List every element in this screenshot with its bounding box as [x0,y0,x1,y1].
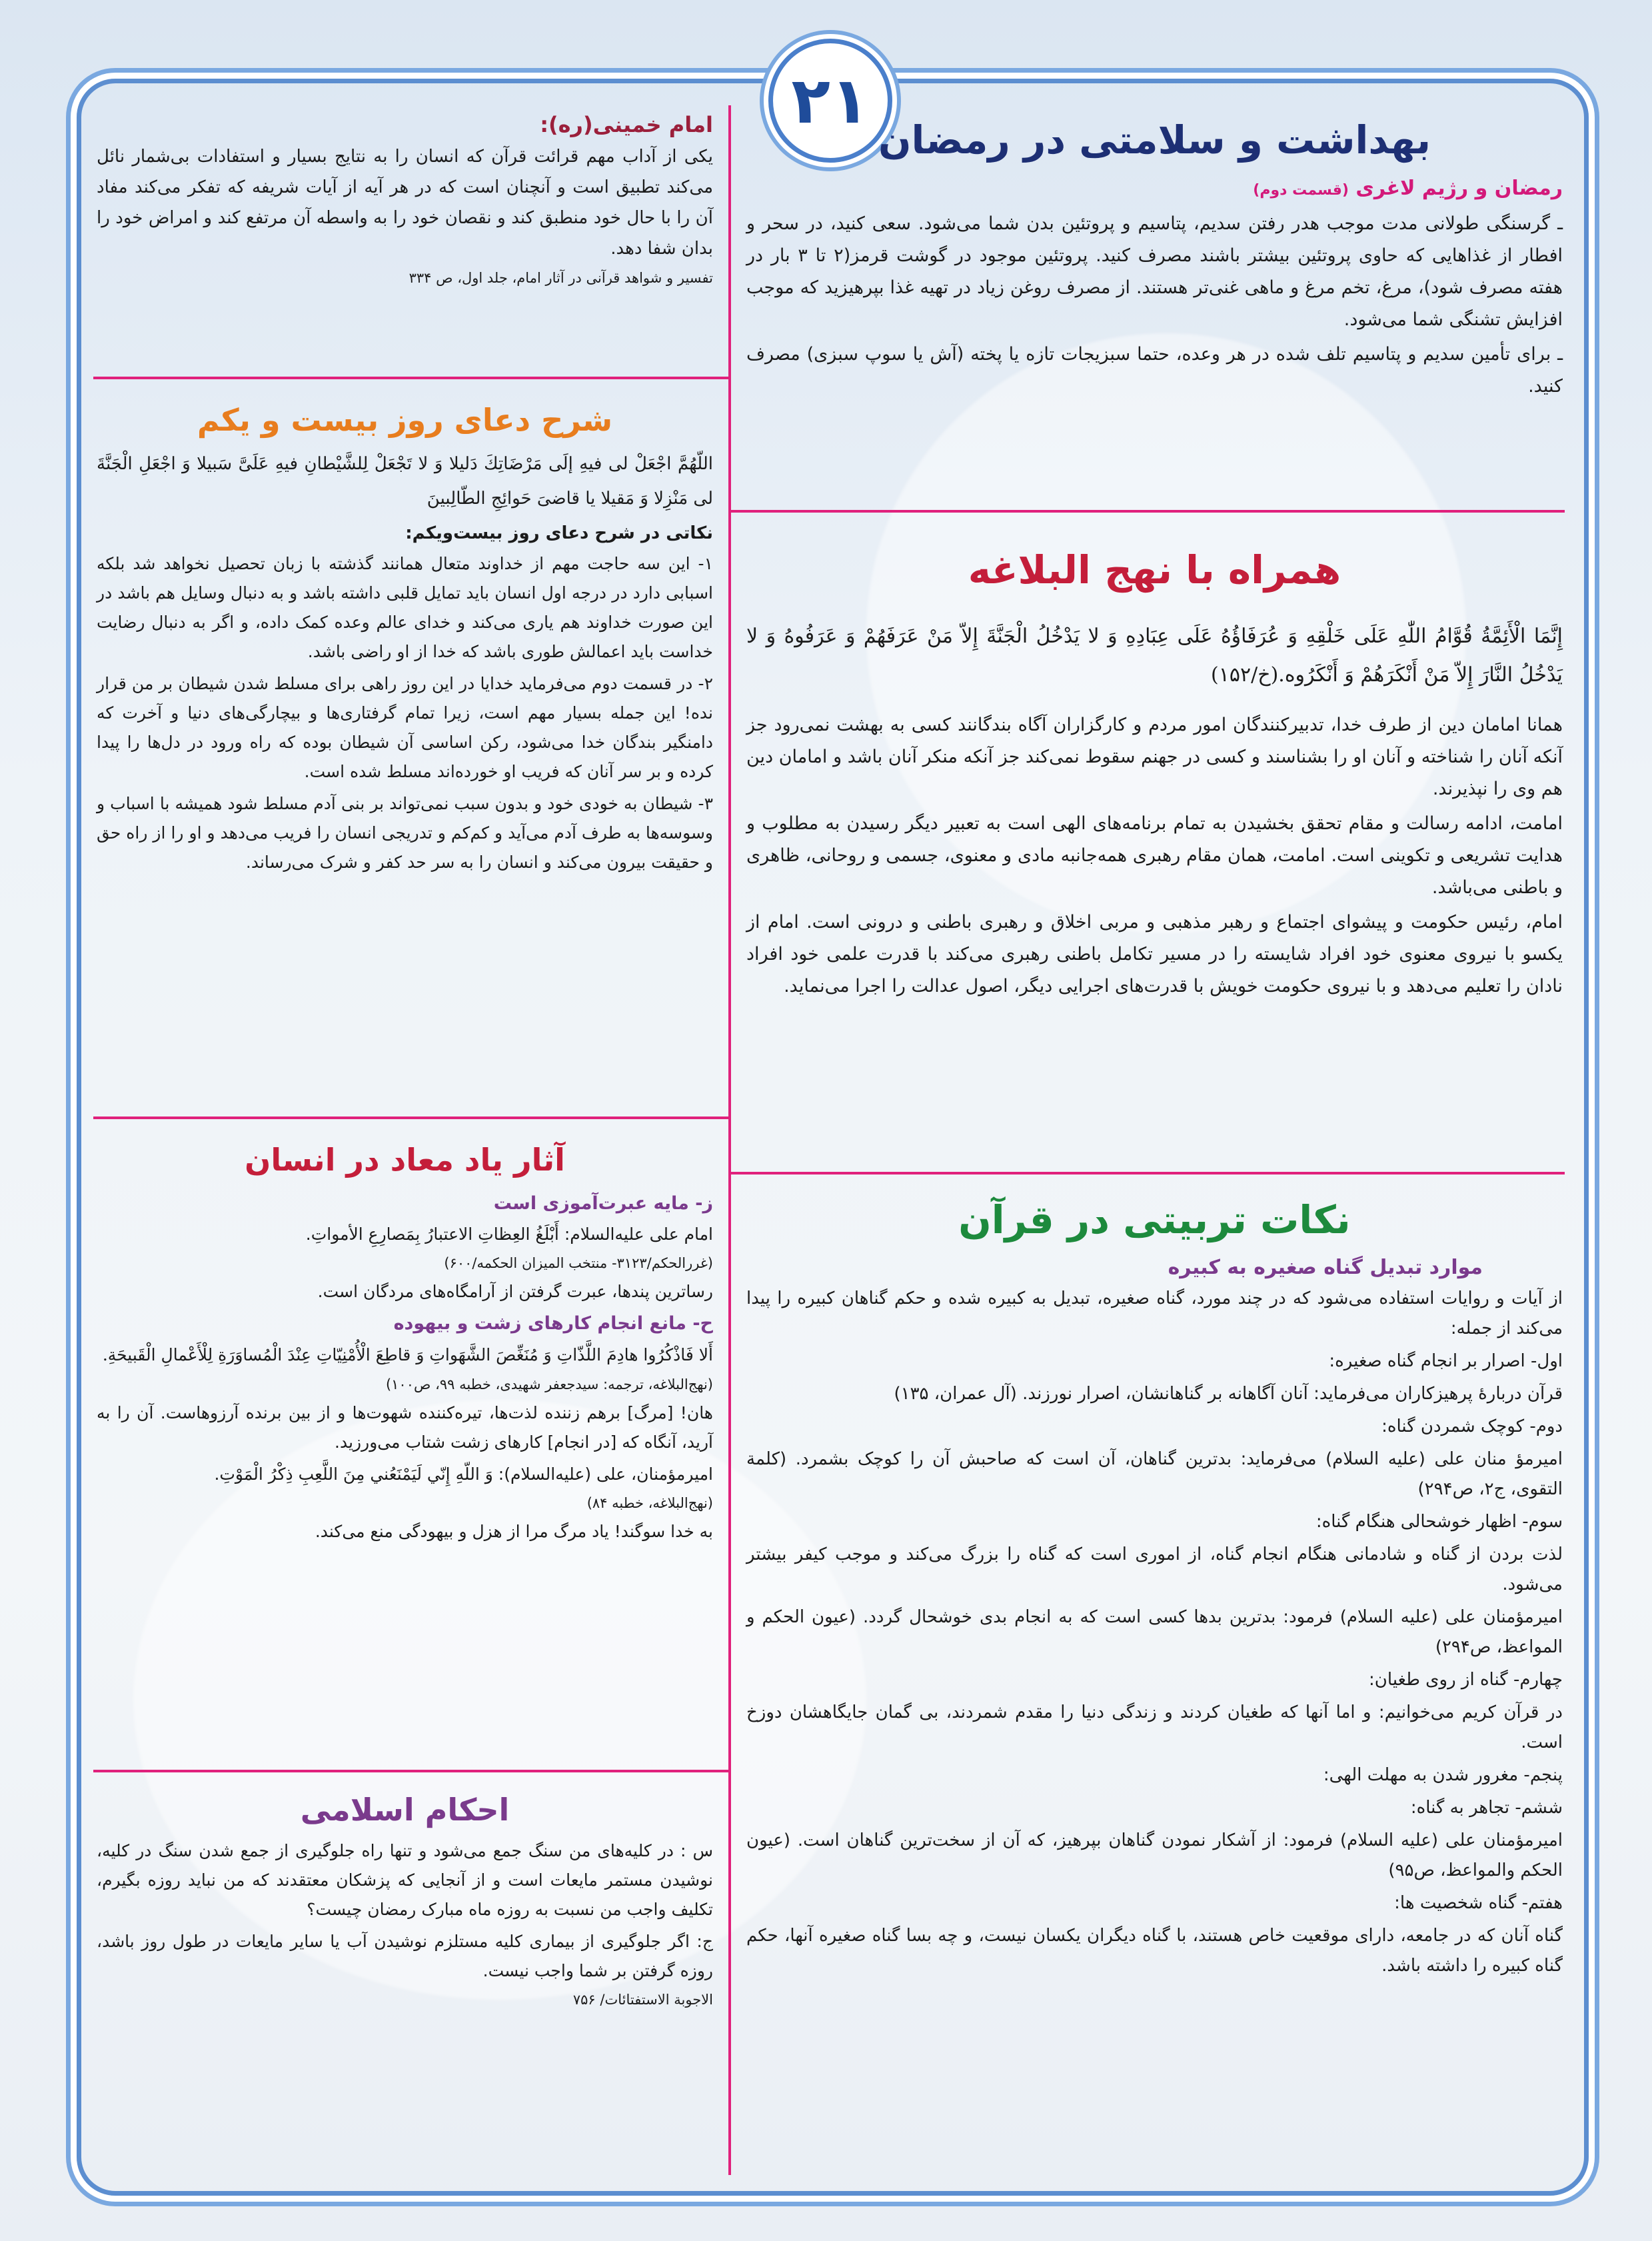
section-divider [728,510,1565,513]
paragraph: هان! [مرگ] برهم زننده لذت‌ها، تیره‌کننده شهوت‌ها و از بین برنده آرزوهاست. آن را به آرید، آنگاه که [در انجام] کارهای زشت شتاب می‌ورزید. [97,1403,713,1452]
paragraph: همانا امامان دین از طرف خدا، تدبیرکنندگان امور مردم و کارگزاران آگاه بندگانند کسی به بهشت نمی‌رود جز آنکه آنان را شناخته و آنان او را بشناسند و کسی در جهنم سقوط نمی‌کند جز آنکه منکر آنان باشد و امامان دین هم وی را نپذیرند. [746,715,1563,799]
page-number: ۲۱ [791,63,870,138]
source-citation: (نهج‌البلاغه، ترجمه: سیدجعفر شهیدی، خطبه ۹۹، ص۱۰۰) [385,1376,713,1392]
text-line: در قرآن کریم می‌خوانیم: و اما آنها که طغیان کردند و زندگی دنیا را مقدم شمردند، بی گمان جایگاهشان دوزخ است. [746,1702,1563,1752]
section-divider [728,1172,1565,1174]
text-line: قرآن دربارهٔ پرهیزکاران می‌فرماید: آنان آگاهانه بر گناهانشان، اصرار نورزند. (آل عمران، ۱۳۵) [894,1384,1563,1404]
source-citation: الاجوبة الاستفتائات/ ۷۵۶ [572,1992,713,2008]
text-line: دوم- کوچک شمردن گناه: [1381,1416,1563,1436]
section-subtitle: موارد تبدیل گناه صغیره به کبیره [1168,1256,1483,1279]
section-title: احکام اسلامی [300,1792,510,1828]
paragraph: یکی از آداب مهم قرائت قرآن که انسان را به نتایج بسیار و استفادات بی‌شمار نائل می‌کند تطبیق است و آنچنان است که در هر آیه از آیات شریفه که تفکر می‌کند مفاد آن را با حال خود منطبق کند و نقصان خود را به واسطه آن مرتفع کند و امراض خود را بدان شفا دهد. [97,147,713,259]
section-divider [93,377,728,379]
paragraph: امام علی علیه‌السلام: أَبْلَغُ العِظاتِ الاعتبارُ بِمَصارِعِ الأمواتِ. [305,1224,713,1244]
section-divider [93,1770,728,1772]
section-subtitle [746,173,1563,207]
text-line: سوم- اظهار خوشحالی هنگام گناه: [1315,1512,1563,1532]
paragraph: به خدا سوگند! یاد مرگ مرا از هزل و بیهودگی منع می‌کند. [315,1522,713,1541]
section-khomeini [97,107,713,292]
text-line: لذت بردن از گناه و شادمانی هنگام انجام گناه، از اموری است که گناه را بزرگ می‌کند و موجب کیفر بیشتر می‌شود. [746,1544,1563,1594]
arabic-quote: أَلا فَاذْكُرُوا هادِمَ اللَّذّاتِ وَ مُنَغِّصَ الشَّهَواتِ وَ قاطِعَ الْأُمْنِيّاتِ عِنْدَ الْمُساوَرَةِ لِلْأَعْمالِ الْقَبيحَةِ. [102,1345,713,1364]
text-line: اول- اصرار بر انجام گناه صغیره: [1329,1351,1563,1371]
source-citation: (غررالحکم/۳۱۲۳- منتخب المیزان الحکمه/۶۰۰) [444,1255,713,1271]
paragraph: رساترین پندها، عبرت گرفتن از آرامگاه‌های مردگان است. [317,1282,713,1301]
paragraph: ۳- شیطان به خودی خود و بدون سبب نمی‌تواند بر بنی آدم مسلط شود همیشه با اسباب و وسوسه‌ها به طرف آدم می‌آید و کم‌کم و تدریجی انسان را فریب می‌دهد و او را از راه حق و حقیقت بیرون می‌کند و انسان را به سر حد کفر و شرک می‌رساند. [97,794,713,872]
paragraph: امیرمؤمنان، علی (علیه‌السلام): وَ اللّهِ إِنّي لَيَمْنَعُني مِنَ اللَّعِبِ ذِكْرُ الْمَوْتِ. [214,1464,713,1484]
text-line: امیرمؤ منان علی (علیه السلام) می‌فرماید: بدترین گناهان، آن است که صاحبش آن را کوچک بشمرد. (کلمة التقوی، ج۲، ص۲۹۴) [746,1449,1563,1499]
source-citation: (نهج‌البلاغه، خطبه ۸۴) [586,1495,713,1511]
paragraph: امامت، ادامه رسالت و مقام تحقق بخشیدن به تمام برنامه‌های الهی است به تعبیر دیگر رسیدن به مطلوب و هدایت تشریعی و تکوینی است. امامت، همان مقام رهبری همه‌جانبه مادی و معنوی، جسمی و روحانی، ظاهری و باطنی می‌باشد. [746,813,1563,898]
arabic-dua: اللّهُمَّ اجْعَلْ لی فیهِ إلَی مَرْضَاتِكَ دَلیلا وَ لا تَجْعَلْ لِلشَّیْطانِ فیهِ عَلَیَّ سَبیلا وَ اجْعَلِ الْجَنَّةَ لی مَنْزِلا وَ مَقیلا یا قاضیَ حَوائِجِ الطّالِبینَ [97,454,713,509]
text-line: چهارم- گناه از روی طغیان: [1369,1670,1563,1690]
section-title: بهداشت و سلامتی در رمضان [878,117,1431,163]
text-line: امیرمؤمنان علی (علیه السلام) فرمود: از آشکار نمودن گناهان بپرهیز، که آن از سخت‌ترین گناهان است. (عیون الحکم والمواعظ، ص۹۵) [746,1830,1563,1880]
section-subtitle: نکاتی در شرح دعای روز بیست‌ویکم: [405,523,713,543]
section-subtitle: ز- مایه عبرت‌آموزی است [493,1193,713,1214]
paragraph: امام، رئیس حکومت و پیشوای اجتماع و رهبر مذهبی و مربی اخلاق و رهبری باطنی و درونی است. امام از یکسو با نیروی معنوی خود افراد شایسته را در مسیر تکامل باطنی رهبری می‌کند با قدرت علمی خود افراد نادان را تعلیم می‌دهد و با نیروی حکومت خویش با قدرت‌های اجرایی دیگر، اصول عدالت را اجرا می‌نماید. [746,912,1563,997]
section-health [746,110,1563,405]
section-title: آثار یاد معاد در انسان [245,1142,565,1178]
section-title: همراه با نهج البلاغه [968,547,1341,593]
text-line: گناه آنان که در جامعه، دارای موقعیت خاص هستند، با گناه دیگران یکسان نیست، و چه بسا گناه صغیره آنها، حکم گناه کبیره را داشته باشد. [746,1926,1563,1976]
section-title: امام خمینی(ره): [540,112,713,137]
section-title: شرح دعای روز بیست و یکم [197,402,613,438]
column-divider [728,105,731,2175]
section-quran [746,1190,1563,1984]
answer: ج: اگر جلوگیری از بیماری کلیه مستلزم نوشیدن آب یا سایر مایعات در طول روز باشد، روزه گرفتن بر شما واجب نیست. [97,1932,713,1980]
text-line: پنجم- مغرور شدن به مهلت الهی: [1323,1765,1563,1785]
section-subtitle: ح- مانع انجام کارهای زشت و بیهوده [393,1313,713,1334]
section-dua [97,393,713,880]
paragraph: ۱- این سه حاجت مهم از خداوند متعال همانند گذشته با زبان تحصیل نخواهد شد بلکه اسبابی دارد در درجه اول انسان باید تمایل قلبی داشته باشد و به دنبال وسایل هم باشد در این صورت خداوند هم یاری می‌کند و خدای عالم وعده کمک داده، و اگر به دنبال رضایت خداست باید اعمالش طوری باشد که خدا از او راضی باشد. [97,554,713,661]
paragraph: ـ گرسنگی طولانی مدت موجب هدر رفتن سدیم، پتاسیم و پروتئین بدن شما می‌شود. سعی کنید، در سحر و افطار از غذاهایی که حاوی پروتئین بیشتر باشند مصرف کنید. پروتئین موجود در گوشت قرمز(۲ تا ۳ بار در هفته مصرف شود)، مرغ، تخم مرغ و ماهی غنی‌تر هستند. از مصرف روغن زیاد در تهیه غذا بپرهیزید که موجب افزایش تشنگی شما می‌شود. [746,213,1563,330]
text-line: امیرمؤمنان علی (علیه السلام) فرمود: بدترین بدها کسی است که به انجام بدی خوشحال گردد. (عیون الحکم و المواعظ، ص۲۹۴) [746,1607,1563,1657]
section-nahj [746,540,1563,1005]
subtitle-text: رمضان و رژیم لاغری [1355,177,1563,200]
paragraph: ۲- در قسمت دوم می‌فرماید خدایا در این روز راهی برای مسلط شدن شیطان بر من قرار نده! این جمله بسیار مهم است، زیرا تمام گرفتاری‌ها و بیچارگی‌های دنیا و آخرت که دامنگیر بندگان خدا می‌شود، رکن اساسی آن شیطان بوده که راه ورود در دل‌ها را پیدا کرده و بر سر آنان که فریب او خورده‌اند مسلط شده است. [97,674,713,781]
text-line: هفتم- گناه شخصیت ها: [1394,1893,1563,1913]
subtitle-note: (قسمت دوم) [1253,182,1349,199]
question: س : در کلیه‌های من سنگ جمع می‌شود و تنها راه جلوگیری از جمع شدن سنگ در کلیه، نوشیدن مستمر مایعات است و از آنجایی که پزشکان معتقدند که من نباید روزه بگیرم، تکلیف واجب من نسبت به روزه ماه مبارک رمضان چیست؟ [97,1841,713,1919]
source-citation: تفسیر و شواهد قرآنی در آثار امام، جلد اول، ص ۳۳۴ [409,270,713,286]
text-line: از آیات و روایات استفاده می‌شود که در چند مورد، گناه صغیره، تبدیل به کبیره شده و حکم گناهان کبیره را پیدا می‌کند از جمله: [746,1288,1563,1338]
section-maad [97,1133,713,1549]
section-title: نکات تربیتی در قرآن [958,1197,1351,1242]
text-line: ششم- تجاهر به گناه: [1410,1798,1563,1818]
section-divider [93,1117,728,1119]
section-ahkam [97,1783,713,2014]
paragraph: ـ برای تأمین سدیم و پتاسیم تلف شده در هر وعده، حتما سبزیجات تازه یا پخته (آش یا سوپ سبزی) مصرف کنید. [746,344,1563,397]
arabic-quote: إِنَّمَا الْأَئِمَّةُ قُوَّامُ اللّٰهِ عَلَى خَلْقِهِ وَ عُرَفَاؤُهُ عَلَى عِبَادِهِ وَ لا يَدْخُلُ الْجَنَّةَ إِلاّ مَنْ عَرَفَهُمْ وَ عَرَفُوهُ وَ لا يَدْخُلُ النَّارَ إِلاّ مَنْ أَنْكَرَهُمْ وَ أَنْكَرُوه.(خ/۱۵۲) [746,625,1563,687]
